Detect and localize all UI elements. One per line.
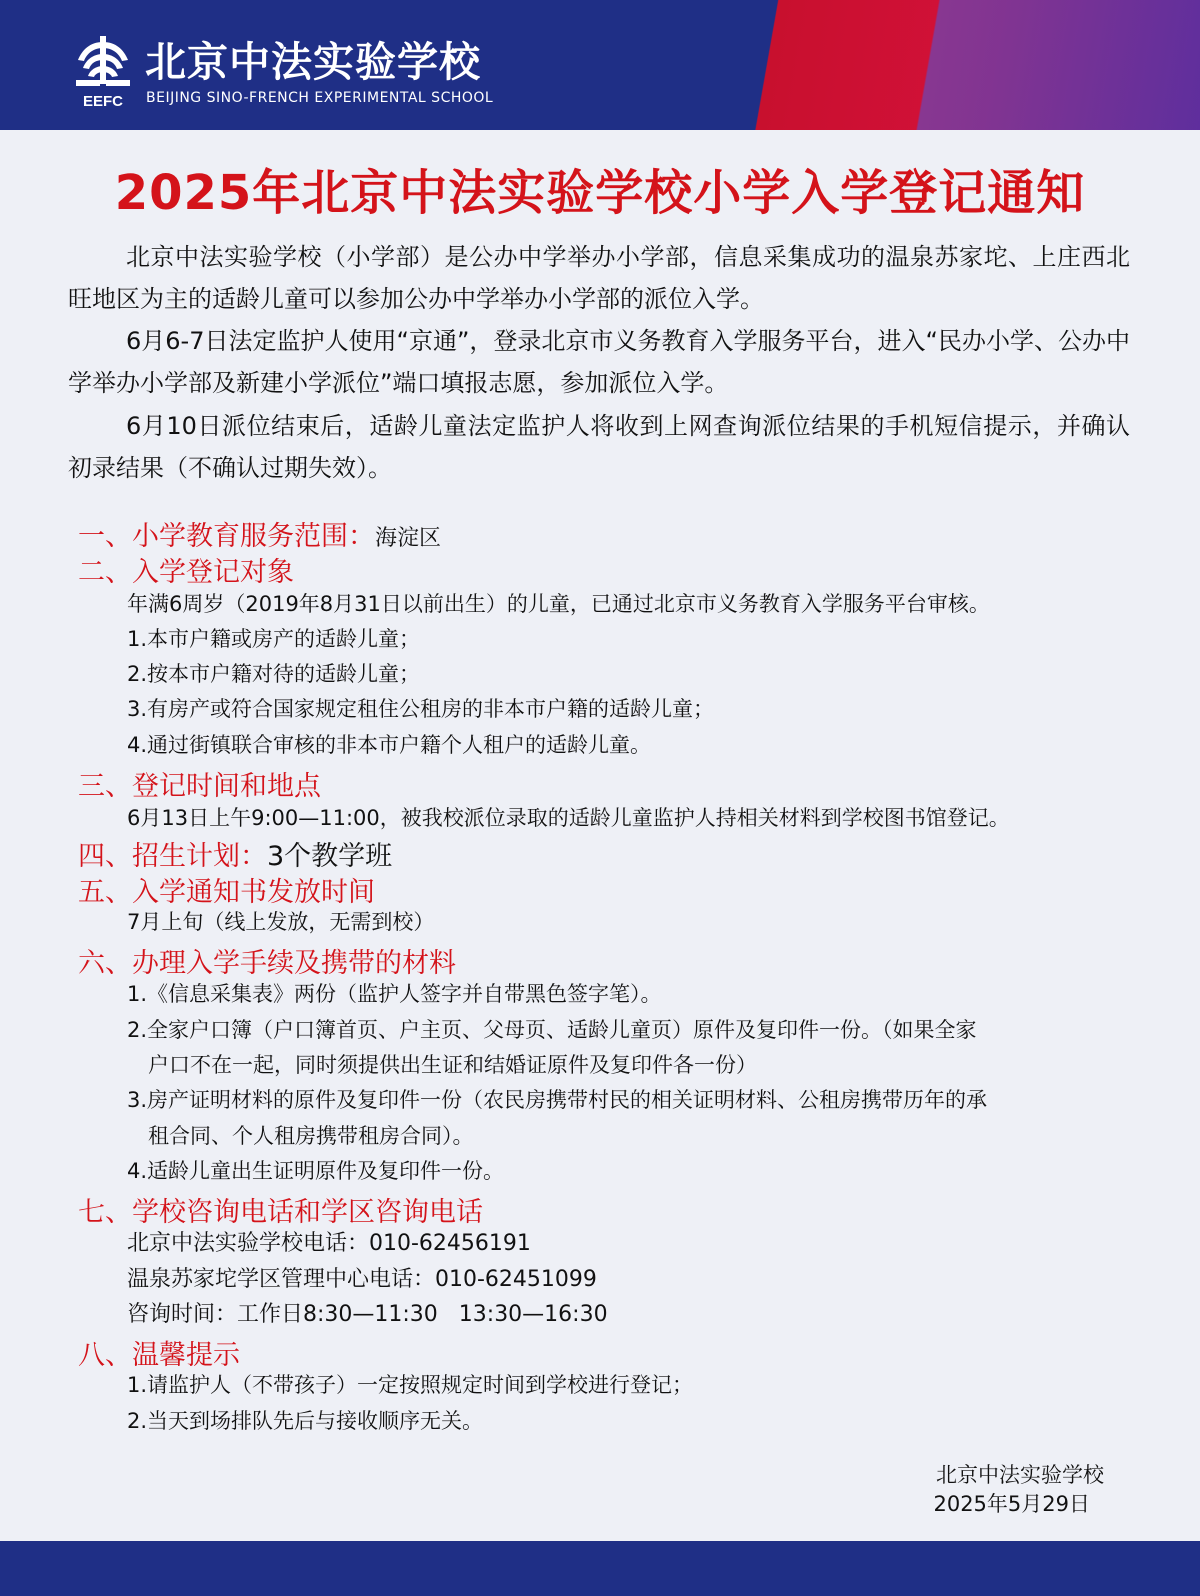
school-name-cn: 北京中法实验学校	[145, 38, 481, 86]
section-2-line: 2.按本市户籍对待的适龄儿童；	[127, 662, 421, 686]
section-8-line: 1.请监护人（不带孩子）一定按照规定时间到学校进行登记；	[127, 1373, 694, 1397]
section-5-heading: 五、入学通知书发放时间	[78, 877, 375, 908]
intro-paragraph-2: 6月6-7日法定监护人使用“京通”，登录北京市义务教育入学服务平台，进入“民办小学、公办中学举办小学部及新建小学派位”端口填报志愿，参加派位入学。	[68, 327, 1130, 397]
school-logo-icon	[72, 34, 134, 110]
consult-hours: 咨询时间：工作日8:30—11:30 13:30—16:30	[127, 1302, 608, 1327]
section-4-heading	[78, 834, 392, 873]
signature-org: 北京中法实验学校	[936, 1463, 1104, 1487]
intro-paragraph-1: 北京中法实验学校（小学部）是公办中学举办小学部，信息采集成功的温泉苏家坨、上庄西北旺地区为主的适龄儿童可以参加公办中学举办小学部的派位入学。	[68, 243, 1130, 313]
section-6-line: 4.适龄儿童出生证明原件及复印件一份。	[127, 1159, 505, 1183]
enrollment-plan-value: 3个教学班	[267, 841, 393, 872]
section-6-line: 1.《信息采集表》两份（监护人签字并自带黑色签字笔）。	[127, 982, 662, 1006]
section-6-line: 户口不在一起，同时须提供出生证和结婚证原件及复印件各一份）	[148, 1053, 757, 1077]
district-phone: 温泉苏家坨学区管理中心电话：010-62451099	[127, 1267, 597, 1292]
section-1-heading	[78, 514, 441, 553]
section-3-line: 6月13日上午9:00—11:00，被我校派位录取的适龄儿童监护人持相关材料到学校图书馆登记。	[127, 806, 1010, 830]
section-5-line: 7月上旬（线上发放，无需到校）	[127, 910, 435, 934]
intro-paragraph-3: 6月10日派位结束后，适龄儿童法定监护人将收到上网查询派位结果的手机短信提示，并确认初录结果（不确认过期失效）。	[68, 412, 1130, 482]
section-2-line: 4.通过街镇联合审核的非本市户籍个人租户的适龄儿童。	[127, 733, 652, 757]
footer-banner	[0, 1541, 1200, 1596]
section-2-line: 3.有房产或符合国家规定租住公租房的非本市户籍的适龄儿童；	[127, 697, 715, 721]
section-1-title: 一、小学教育服务范围：	[78, 521, 375, 552]
school-phone: 北京中法实验学校电话：010-62456191	[127, 1231, 531, 1256]
header-banner	[0, 0, 1200, 130]
section-8-line: 2.当天到场排队先后与接收顺序无关。	[127, 1409, 484, 1433]
section-2-heading: 二、入学登记对象	[78, 557, 294, 588]
section-3-heading: 三、登记时间和地点	[78, 771, 321, 802]
section-6-heading: 六、办理入学手续及携带的材料	[78, 948, 456, 979]
section-6-line: 租合同、个人租房携带租房合同）。	[148, 1124, 474, 1148]
notice-title: 2025年北京中法实验学校小学入学登记通知	[114, 165, 1086, 221]
section-2-line: 年满6周岁（2019年8月31日以前出生）的儿童，已通过北京市义务教育入学服务平台审核。	[127, 592, 990, 616]
school-name-en: BEIJING SINO-FRENCH EXPERIMENTAL SCHOOL	[146, 90, 494, 106]
section-6-line: 3.房产证明材料的原件及复印件一份（农民房携带村民的相关证明材料、公租房携带历年的承	[127, 1088, 988, 1112]
logo-text: EEFC	[82, 93, 124, 110]
banner-violet-stripe	[900, 0, 1200, 130]
signature-date: 2025年5月29日	[933, 1492, 1090, 1516]
section-4-title: 四、招生计划：	[78, 841, 267, 872]
section-8-heading: 八、温馨提示	[78, 1340, 240, 1371]
section-2-line: 1.本市户籍或房产的适龄儿童；	[127, 627, 421, 651]
section-7-heading: 七、学校咨询电话和学区咨询电话	[78, 1197, 483, 1228]
service-area-value: 海淀区	[375, 526, 442, 551]
section-6-line: 2.全家户口簿（户口簿首页、户主页、父母页、适龄儿童页）原件及复印件一份。（如果全家	[127, 1018, 977, 1042]
